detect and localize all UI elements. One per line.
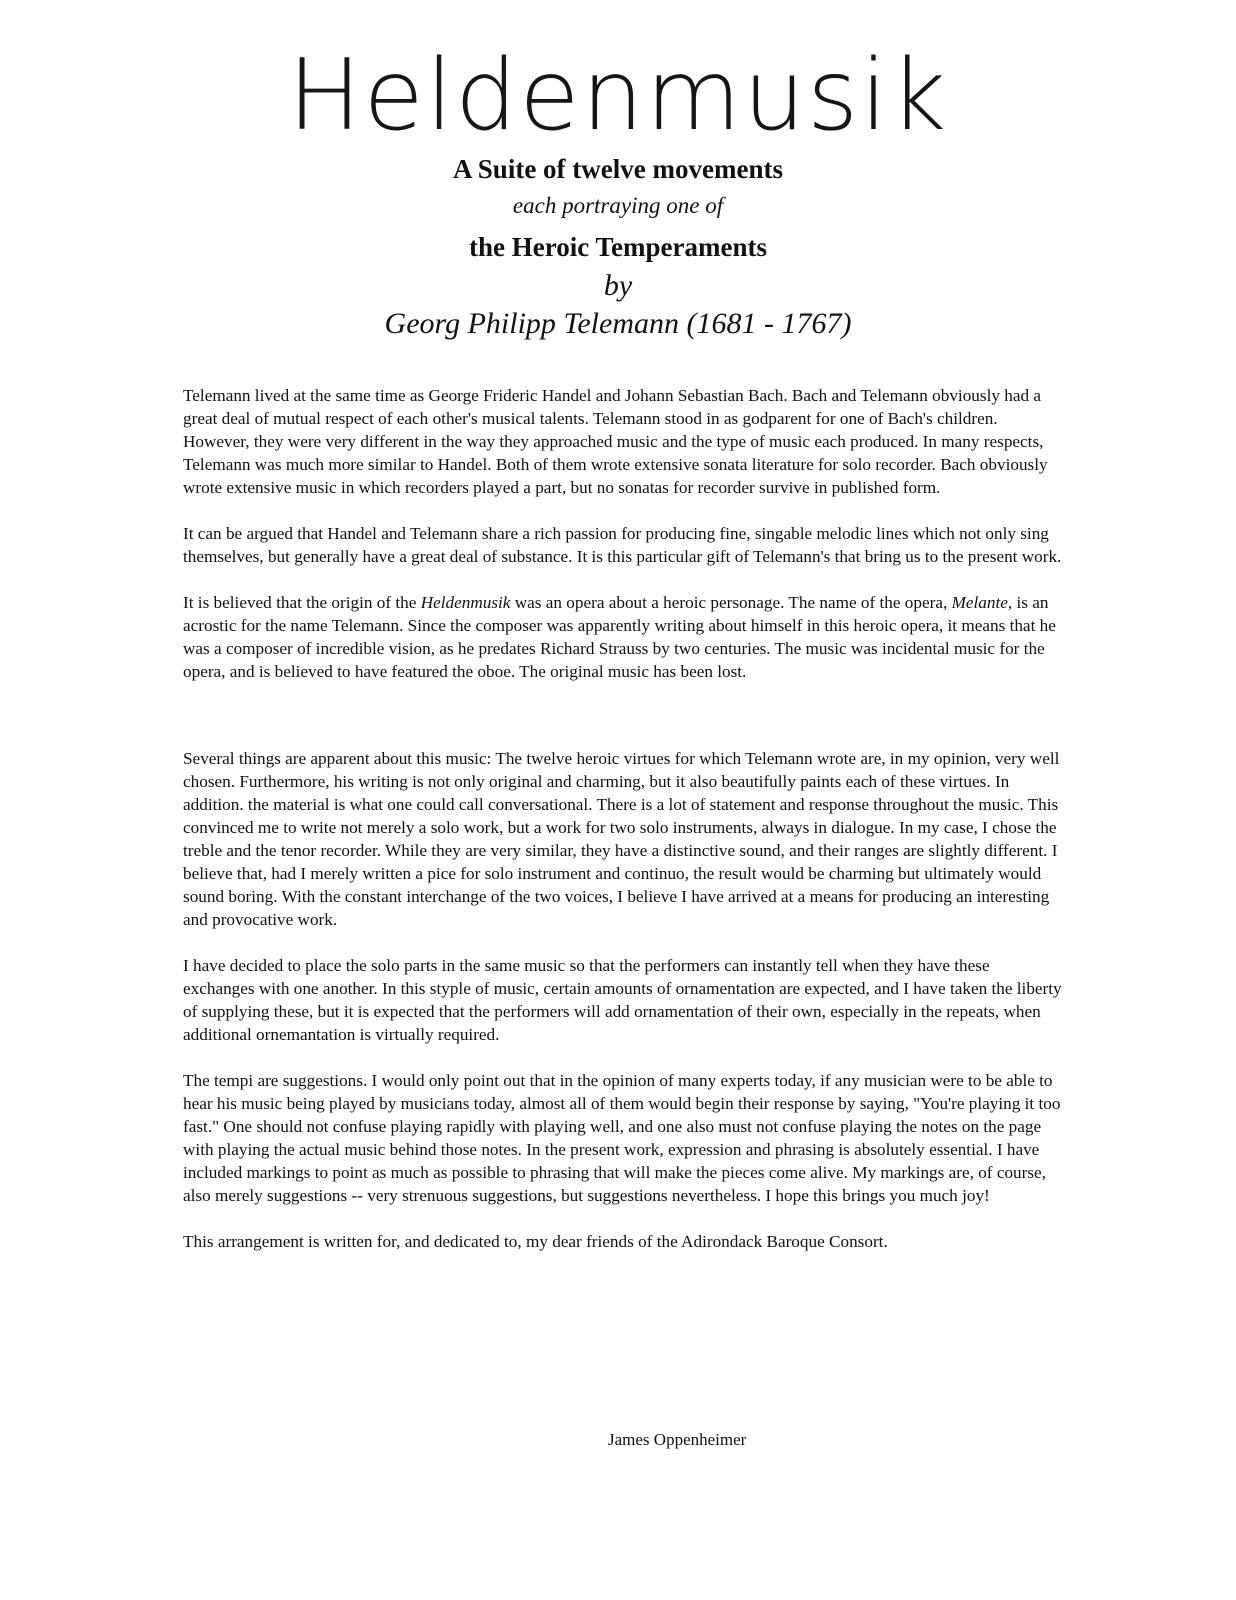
- document-title: Heldenmusik: [287, 39, 949, 153]
- composer-name: Georg Philipp Telemann (1681 - 1767): [384, 307, 852, 340]
- subtitle: A Suite of twelve movements: [453, 154, 783, 184]
- paragraph-6: The tempi are suggestions. I would only point out that in the opinion of many experts today, if any musician were to be able to hear his music being played by musicians today, almost all of them would begin their response by saying, "You're playing it too fast." One should not confuse playing rapidly with playing well, and one also must not confuse playing the notes on the page with playing the actual music behind those notes. In the present work, expression and phrasing is absolutely essential. I have included markings to point as much as possible to phrasing that will make the pieces come alive. My markings are, of course, also merely suggestions -- very strenuous suggestions, but suggestions nevertheless. I hope this brings you much joy!: [183, 1071, 1061, 1205]
- paragraph-5: I have decided to place the solo parts in the same music so that the performers can instantly tell when they have these exchanges with one another. In this styple of music, certain amounts of ornamentation are expected, and I have taken the liberty of supplying these, but it is expected that the performers will add ornamentation of their own, especially in the repeats, when additional ornemantation is virtually required.: [183, 956, 1062, 1044]
- paragraph-4: Several things are apparent about this music: The twelve heroic virtues for which Telemann wrote are, in my opinion, very well chosen. Furthermore, his writing is not only original and charming, but it also beautifully paints each of these virtues. In addition. the material is what one could call conversational. There is a lot of statement and response throughout the music. This convinced me to write not merely a solo work, but a work for two solo instruments, always in dialogue. In my case, I chose the treble and the tenor recorder. While they are very similar, they have a distinctive sound, and their ranges are slightly different. I believe that, had I merely written a pice for solo instrument and continuo, the result would be charming but ultimately would sound boring. With the constant interchange of the two voices, I believe I have arrived at a means for producing an interesting and provocative work.: [183, 749, 1060, 929]
- signature: James Oppenheimer: [608, 1430, 747, 1449]
- paragraph-1: Telemann lived at the same time as George Frideric Handel and Johann Sebastian Bach. Bach and Telemann obviously had a great deal of mutual respect of each other's musical talents. Telemann stood in as godparent for one of Bach's children. However, they were very different in the way they approached music and the type of music each produced. In many respects, Telemann was much more similar to Handel. Both of them wrote extensive sonata literature for solo recorder. Bach obviously wrote extensive music in which recorders played a part, but no sonatas for recorder survive in published form.: [183, 386, 1048, 497]
- body-text: [183, 384, 1063, 1276]
- paragraph-3: [183, 591, 1063, 683]
- title-block: [0, 40, 1236, 344]
- subtitle-italic: each portraying one of: [512, 193, 724, 218]
- paragraph-3-part-a: It is believed that the origin of the: [183, 593, 421, 612]
- paragraph-7: This arrangement is written for, and dedicated to, my dear friends of the Adirondack Baroque Consort.: [183, 1232, 888, 1251]
- heldenmusik-italic: Heldenmusik: [420, 593, 511, 612]
- melante-italic: Melante: [951, 593, 1008, 612]
- paragraph-3-part-c: , is an acrostic for the name Telemann. Since the composer was apparently writing about himself in this heroic opera, it means that he was a composer of incredible vision, as he predates Richard Strauss by two centuries. The music was incidental music for the opera, and is believed to have featured the oboe. The original music has been lost.: [183, 593, 1056, 681]
- paragraph-2: It can be argued that Handel and Telemann share a rich passion for producing fine, singable melodic lines which not only sing themselves, but generally have a great deal of substance. It is this particular gift of Telemann's that bring us to the present work.: [183, 524, 1062, 566]
- paragraph-3-part-b: was an opera about a heroic personage. The name of the opera,: [510, 593, 952, 612]
- subtitle-heroic-temperaments: the Heroic Temperaments: [469, 232, 767, 262]
- by-line: by: [603, 269, 633, 302]
